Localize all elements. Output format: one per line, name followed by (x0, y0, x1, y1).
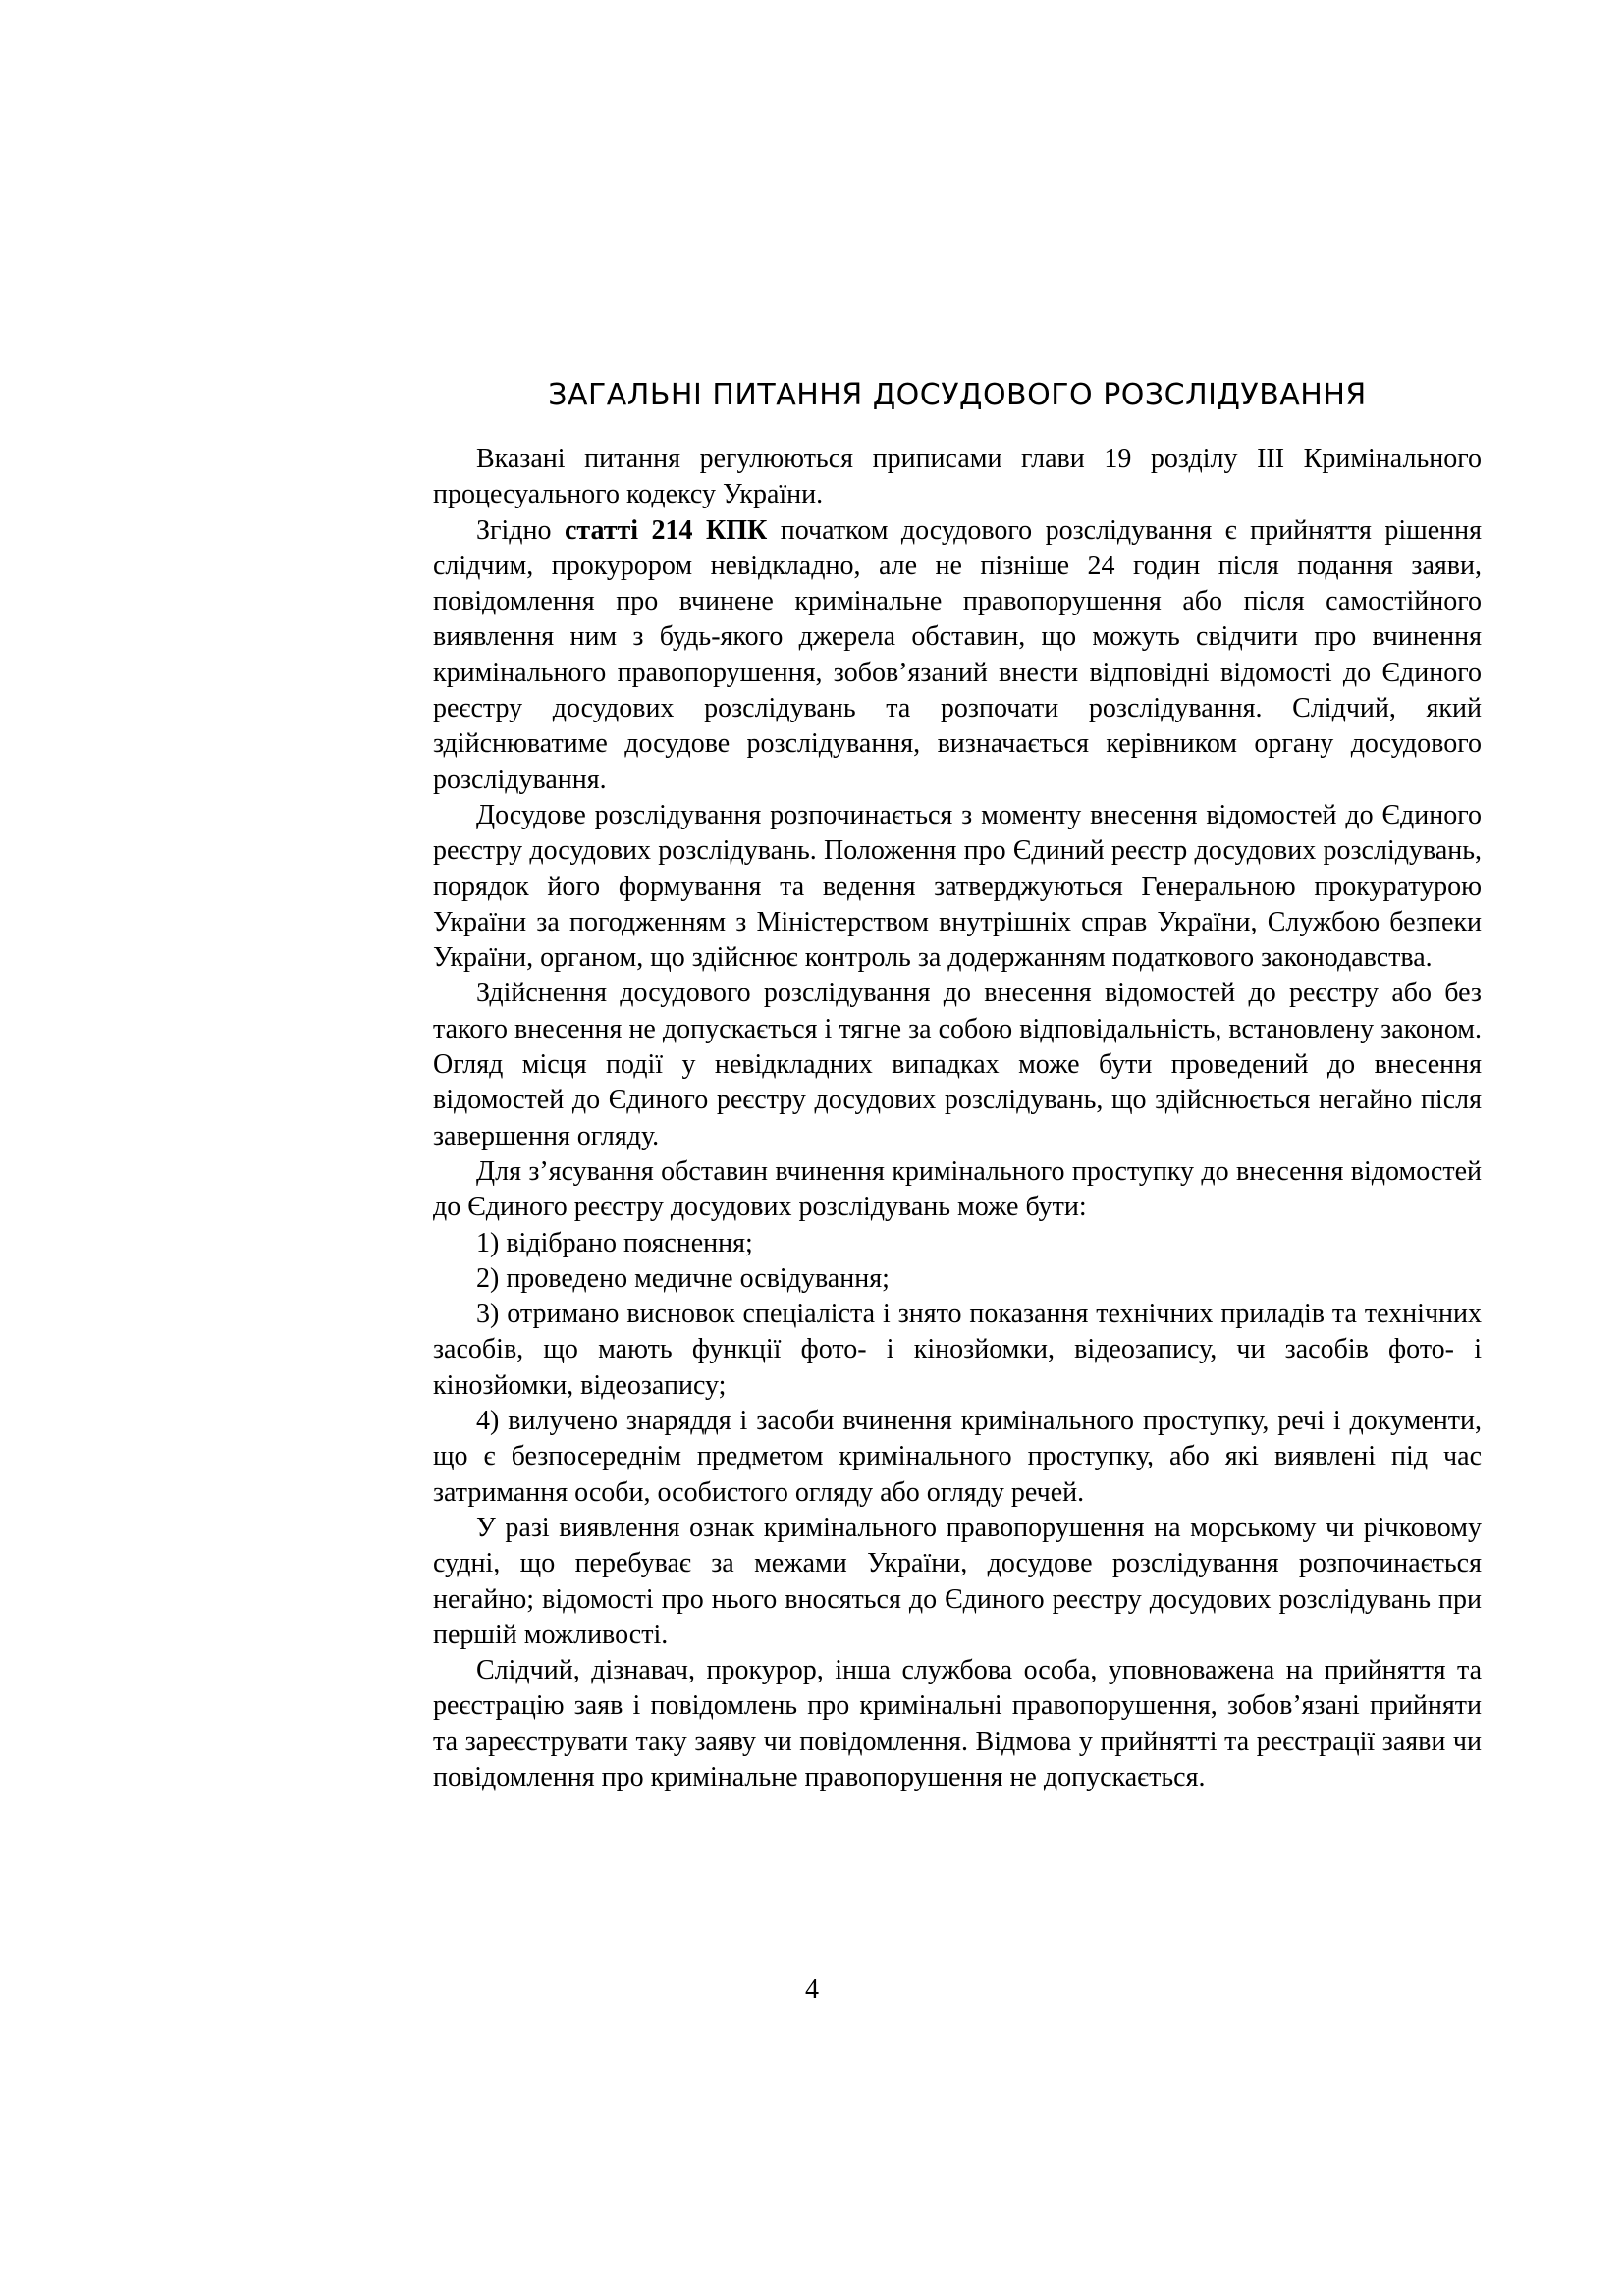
list-item-4: 4) вилучено знаряддя і засоби вчинення кримінального проступку, речі і документи, що є безпосереднім предметом кримінального проступку, або які виявлені під час затримання особи, особистого огляду або огляду речей. (433, 1406, 1482, 1508)
page-content (433, 371, 1482, 1795)
paragraph-liability: Здійснення досудового розслідування до внесення відомостей до реєстру або без такого внесення не допускається і тягне за собою відповідальність, встановлену законом. Огляд місця події у невідкладних випадках може бути проведений до внесення відомостей до Єдиного реєстру досудових розслідувань, що здійснюється негайно після завершення огляду. (433, 978, 1482, 1151)
page-number: 4 (805, 1974, 819, 2004)
article-reference: статті 214 КПК (564, 514, 768, 546)
list-item-1: 1) відібрано пояснення; (476, 1227, 753, 1258)
paragraph-intro: Вказані питання регулюються приписами глави 19 розділу ІІІ Кримінального процесуального кодексу України. (433, 444, 1482, 510)
paragraph-article-214 (433, 513, 1482, 798)
list-item-3: 3) отримано висновок спеціаліста і знято показання технічних приладів та технічних засобів, що мають функції фото- і кінозйомки, відеозапису, чи засобів фото- і кінозйомки, відеозапису; (433, 1299, 1482, 1401)
page-title: ЗАГАЛЬНІ ПИТАННЯ ДОСУДОВОГО РОЗСЛІДУВАННЯ (548, 378, 1367, 412)
paragraph-register: Досудове розслідування розпочинається з моменту внесення відомостей до Єдиного реєстру досудових розслідувань. Положення про Єдиний реєстр досудових розслідувань, порядок його формування та ведення затверджуються Генеральною прокуратурою України за погодженням з Міністерством внутрішніх справ України, Службою безпеки України, органом, що здійснює контроль за додержанням податкового законодавства. (433, 799, 1482, 974)
paragraph-article-214-body: початком досудового розслідування є прийняття рішення слідчим, прокурором невідкладно, але не пізніше 24 годин після подання заяви, повідомлення про вчинене кримінальне правопорушення або після самостійного виявлення ним з будь-якого джерела обставин, що можуть свідчити про вчинення кримінального правопорушення, зобов’язаний внести відповідні відомості до Єдиного реєстру досудових розслідувань та розпочати розслідування. Слідчий, який здійснюватиме досудове розслідування, визначається керівником органу досудового розслідування. (433, 514, 1482, 795)
paragraph-vessel: У разі виявлення ознак кримінального правопорушення на морському чи річковому судні, що перебуває за межами України, досудове розслідування розпочинається негайно; відомості про нього вносяться до Єдиного реєстру досудових розслідувань при першій можливості. (433, 1512, 1482, 1650)
paragraph-misdemeanor-intro: Для з’ясування обставин вчинення кримінального проступку до внесення відомостей до Єдиного реєстру досудових розслідувань може бути: (433, 1155, 1482, 1223)
paragraph-article-214-lead: Згідно (476, 514, 565, 546)
list-item-2: 2) проведено медичне освідування; (476, 1262, 890, 1294)
paragraph-registration-duty: Слідчий, дізнавач, прокурор, інша службова особа, уповноважена на прийняття та реєстрацію заяв і повідомлень про кримінальні правопорушення, зобов’язані прийняти та зареєструвати таку заяву чи повідомлення. Відмова у прийнятті та реєстрації заяви чи повідомлення про кримінальне правопорушення не допускається. (433, 1655, 1482, 1792)
